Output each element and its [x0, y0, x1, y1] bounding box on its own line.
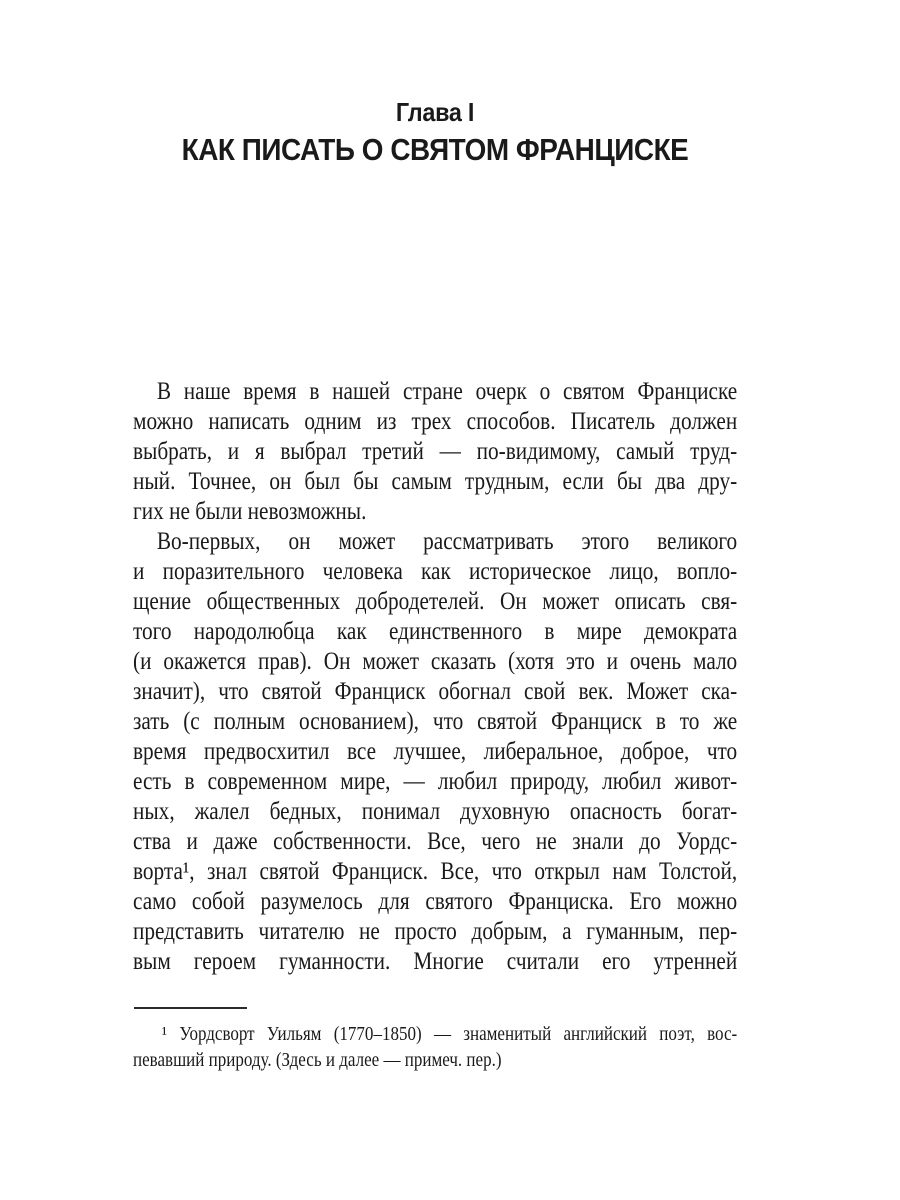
text-line: того народолюбца как единственного в мире демократа: [133, 618, 738, 645]
text-line: время предвосхитил все лучшее, либеральное, доброе, что: [133, 738, 738, 765]
paragraph: [133, 377, 737, 527]
text-line: значит), что святой Франциск обогнал свой век. Может ска-: [133, 678, 738, 705]
text-line: представить читателю не просто добрым, а гуманным, пер-: [133, 918, 738, 945]
body-text: [133, 377, 737, 977]
text-line: ворта¹, знал святой Франциск. Все, что открыл нам Толстой,: [133, 858, 738, 885]
footnote-divider: [134, 1007, 247, 1009]
text-line: можно написать одним из трех способов. Писатель должен: [133, 408, 738, 435]
chapter-number: Глава I: [395, 97, 475, 127]
text-line: вым героем гуманности. Многие считали его утренней: [133, 948, 738, 975]
text-line: В наше время в нашей стране очерк о святом Франциске: [156, 378, 738, 405]
text-line: само собой разумелось для святого Франциска. Его можно: [133, 888, 738, 915]
chapter-heading: [133, 97, 737, 168]
text-line: и поразительного человека как историческое лицо, вопло-: [133, 558, 738, 585]
text-line: есть в современном мире, — любил природу, любил живот-: [133, 768, 738, 795]
text-line: (и окажется прав). Он может сказать (хотя это и очень мало: [133, 648, 738, 675]
text-line: ства и даже собственности. Все, чего не знали до Уордс-: [133, 828, 738, 855]
text-line: ный. Точнее, он был бы самым трудным, если бы два дру-: [133, 468, 738, 495]
text-line: ¹ Уордсворт Уильям (1770–1850) — знаменитый английский поэт, вос-: [161, 1023, 738, 1045]
text-line: щение общественных добродетелей. Он может описать свя-: [133, 588, 738, 615]
text-line: певавший природу. (Здесь и далее — примеч. пер.): [133, 1049, 502, 1071]
text-line: зать (с полным основанием), что святой Франциск в то же: [133, 708, 738, 735]
text-line: Во-первых, он может рассматривать этого великого: [156, 528, 738, 555]
footnote: [133, 1021, 737, 1073]
text-line: гих не были невозможны.: [133, 498, 367, 525]
text-line: ных, жалел бедных, понимал духовную опасность богат-: [133, 798, 738, 825]
text-line: выбрать, и я выбрал третий — по-видимому, самый труд-: [133, 438, 738, 465]
chapter-title: КАК ПИСАТЬ О СВЯТОМ ФРАНЦИСКЕ: [181, 132, 689, 167]
paragraph: [133, 527, 737, 977]
